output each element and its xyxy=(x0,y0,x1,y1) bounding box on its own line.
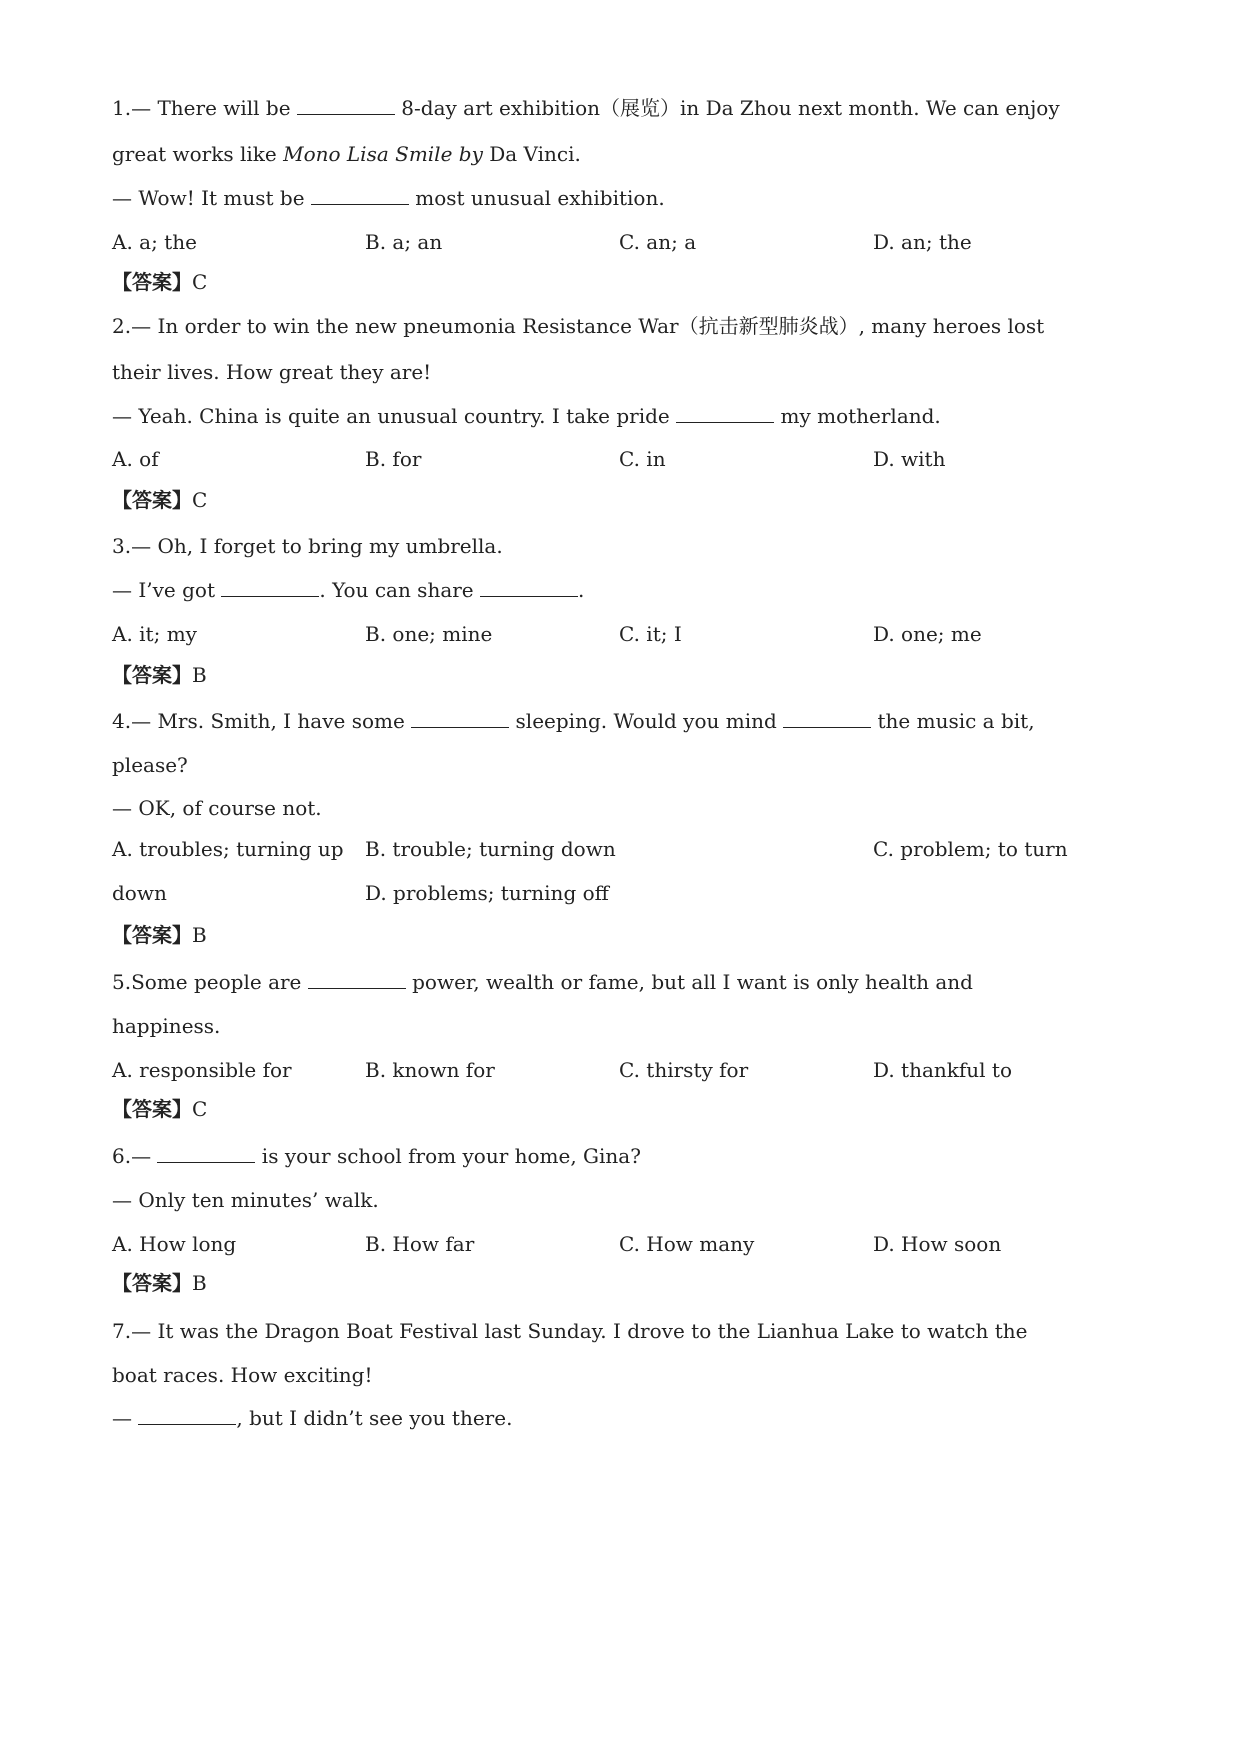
option-c-continued: down xyxy=(112,881,167,905)
option-b: B. known for xyxy=(365,1058,495,1082)
question-3-line-2: — I’ve got . You can share . xyxy=(112,578,585,602)
option-a: A. a; the xyxy=(112,230,197,254)
answer-blank xyxy=(311,186,409,205)
answer-blank xyxy=(676,404,774,423)
question-2-line-3: — Yeah. China is quite an unusual country. I take pride my motherland. xyxy=(112,404,941,428)
question-2-line-1: 2.— In order to win the new pneumonia Resistance War（抗击新型肺炎战）, many heroes lost xyxy=(112,314,1045,338)
answer-line: 【答案】B xyxy=(112,1271,207,1295)
answer-blank xyxy=(221,578,319,597)
option-b: B. trouble; turning down xyxy=(365,837,616,861)
answer-blank xyxy=(308,970,406,989)
option-a: A. How long xyxy=(112,1232,237,1256)
answer-blank xyxy=(138,1406,236,1425)
question-7-line-1: 7.— It was the Dragon Boat Festival last Sunday. I drove to the Lianhua Lake to watch the xyxy=(112,1319,1028,1343)
question-4-line-1: 4.— Mrs. Smith, I have some sleeping. Would you mind the music a bit, xyxy=(112,709,1035,733)
question-4-line-3: — OK, of course not. xyxy=(112,796,322,820)
answer-line: 【答案】C xyxy=(112,1097,208,1121)
question-5-line-1: 5.Some people are power, wealth or fame, but all I want is only health and xyxy=(112,970,973,994)
question-1-line-2: great works like Mono Lisa Smile by Da Vinci. xyxy=(112,142,581,166)
answer-line: 【答案】B xyxy=(112,663,207,687)
answer-blank xyxy=(157,1144,255,1163)
question-2-line-2: their lives. How great they are! xyxy=(112,360,432,384)
option-a: A. responsible for xyxy=(112,1058,292,1082)
answer-blank xyxy=(411,709,509,728)
option-c: C. an; a xyxy=(619,230,697,254)
question-5-line-2: happiness. xyxy=(112,1014,221,1038)
question-1-line-1: 1.— There will be 8-day art exhibition（展览）in Da Zhou next month. We can enjoy xyxy=(112,96,1060,120)
option-c: C. thirsty for xyxy=(619,1058,749,1082)
option-c: C. it; I xyxy=(619,622,682,646)
option-b: B. a; an xyxy=(365,230,443,254)
answer-line: 【答案】C xyxy=(112,270,208,294)
option-a: A. troubles; turning up xyxy=(112,837,344,861)
answer-line: 【答案】B xyxy=(112,923,207,947)
answer-blank xyxy=(480,578,578,597)
answer-blank xyxy=(297,96,395,115)
question-3-line-1: 3.— Oh, I forget to bring my umbrella. xyxy=(112,534,503,558)
option-d: D. with xyxy=(873,447,946,471)
option-b: B. for xyxy=(365,447,422,471)
option-c: C. How many xyxy=(619,1232,755,1256)
question-6-line-1: 6.— is your school from your home, Gina? xyxy=(112,1144,641,1168)
option-c: C. problem; to turn xyxy=(873,837,1068,861)
option-d: D. problems; turning off xyxy=(365,881,609,905)
option-a: A. it; my xyxy=(112,622,197,646)
question-4-line-2: please? xyxy=(112,753,188,777)
option-d: D. thankful to xyxy=(873,1058,1012,1082)
option-a: A. of xyxy=(112,447,159,471)
option-d: D. an; the xyxy=(873,230,972,254)
option-c: C. in xyxy=(619,447,666,471)
answer-blank xyxy=(783,709,871,728)
option-d: D. How soon xyxy=(873,1232,1002,1256)
question-1-line-3: — Wow! It must be most unusual exhibition. xyxy=(112,186,665,210)
option-b: B. How far xyxy=(365,1232,475,1256)
question-7-line-3: — , but I didn’t see you there. xyxy=(112,1406,513,1430)
option-b: B. one; mine xyxy=(365,622,493,646)
answer-line: 【答案】C xyxy=(112,488,208,512)
question-7-line-2: boat races. How exciting! xyxy=(112,1363,373,1387)
option-d: D. one; me xyxy=(873,622,982,646)
question-6-line-2: — Only ten minutes’ walk. xyxy=(112,1188,379,1212)
